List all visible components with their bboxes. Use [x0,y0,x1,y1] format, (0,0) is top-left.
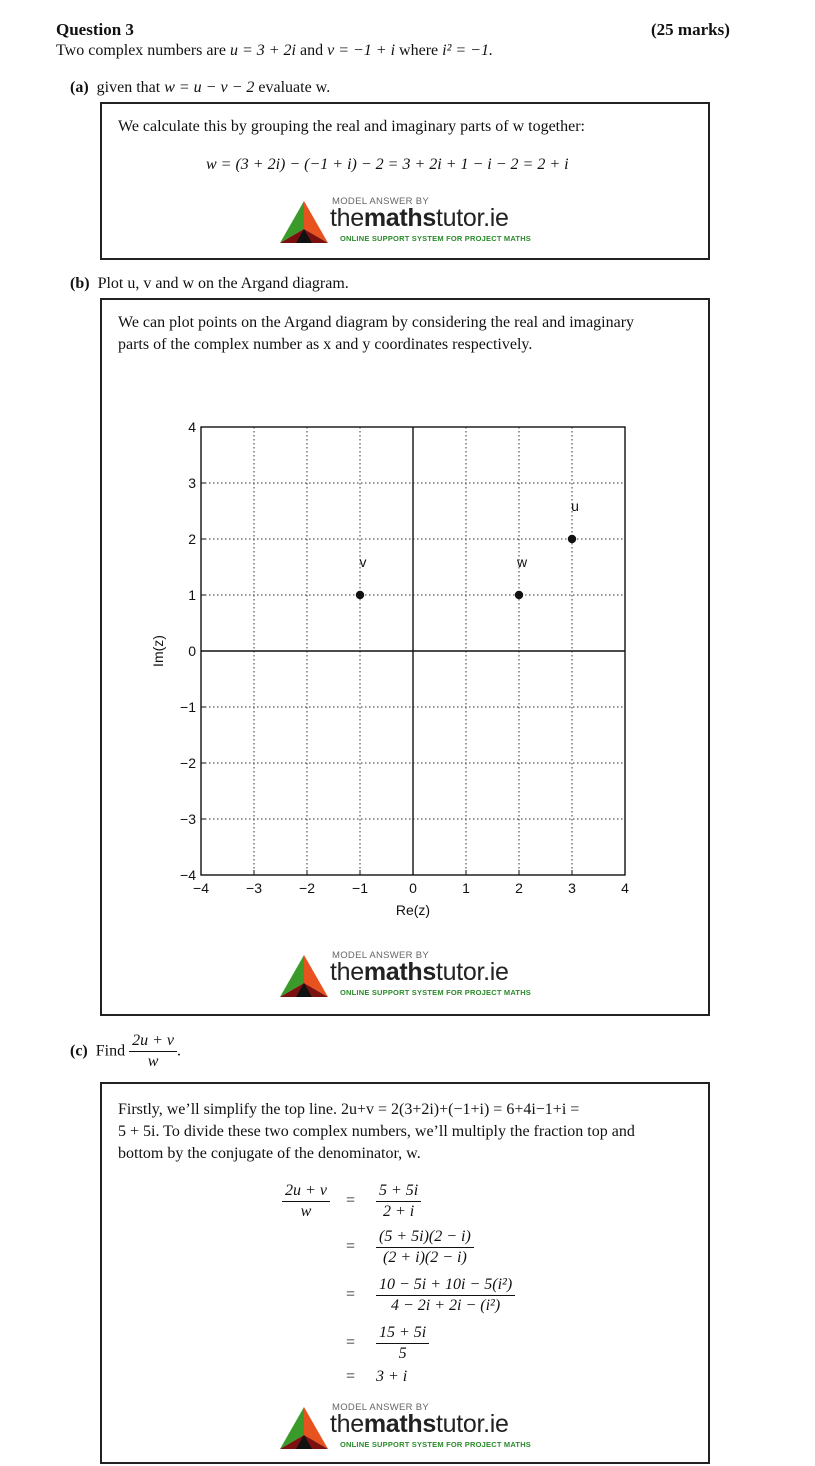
brand-bold: maths [363,1410,436,1438]
part-a-answer-text: We calculate this by grouping the real and imaginary parts of w together: [118,118,585,135]
x-tick-label: −2 [299,880,315,896]
y-axis-label: Im(z) [150,635,166,667]
y-tick-label: −3 [180,811,196,827]
logo-brand [330,1410,509,1439]
step-denominator: (2 + i)(2 − i) [383,1249,467,1266]
brand-bold: maths [363,958,436,986]
and-word: and [295,42,328,59]
part-c-answer-box [100,1082,710,1464]
part-a-prompt-suffix: evaluate w. [254,79,331,96]
step-numerator: 5 + 5i [376,1182,421,1202]
logo-small-text: MODEL ANSWER BY [332,950,430,961]
fraction-numerator: 2u + v [129,1032,177,1052]
y-tick-label: −4 [180,867,196,883]
part-a-answer-eq: w = (3 + 2i) − (−1 + i) − 2 = 3 + 2i + 1 − i − 2 = 2 + i [206,156,569,173]
logo-brand [330,204,509,233]
y-tick-label: 4 [188,419,196,435]
derivation-eq-sign: = [346,1238,356,1255]
logo-c [278,1402,538,1452]
brand-suffix: tutor.ie [436,204,509,232]
fraction-denominator: w [147,1053,159,1070]
derivation-step-4 [376,1324,429,1363]
logo-brand [330,958,509,987]
y-tick-label: 3 [188,475,196,491]
brand-prefix: the [330,958,364,986]
point-w [515,591,523,599]
step-numerator: (5 + 5i)(2 − i) [376,1228,474,1248]
question-intro [56,42,493,60]
y-tick-label: 0 [188,643,196,659]
x-axis-label: Re(z) [395,902,431,918]
logo-small-text: MODEL ANSWER BY [332,1402,430,1413]
part-a-prompt [70,79,330,97]
derivation-step-2 [376,1228,474,1267]
x-tick-label: 4 [621,880,629,896]
point-v [356,591,364,599]
part-b-answer-text-2: parts of the complex number as x and y coordinates respectively. [118,336,533,353]
logo-triangle-icon [278,953,330,999]
derivation-eq-sign: = [346,1368,356,1385]
brand-suffix: tutor.ie [436,1410,509,1438]
part-a-label: (a) [70,79,89,96]
lhs-numerator: 2u + v [282,1182,330,1202]
derivation-eq-sign: = [346,1286,356,1303]
question-marks: (25 marks) [651,20,730,39]
logo-small-text: MODEL ANSWER BY [332,196,430,207]
logo-triangle-icon [278,1405,330,1451]
x-tick-label: 0 [409,880,417,896]
step-numerator: 15 + 5i [376,1324,429,1344]
part-b-answer-box [100,298,710,1016]
point-u [568,535,576,543]
part-a-prompt-prefix: given that [96,79,165,96]
x-tick-label: −4 [193,880,209,896]
y-tick-label: 2 [188,531,196,547]
brand-prefix: the [330,204,364,232]
logo-tagline: ONLINE SUPPORT SYSTEM FOR PROJECT MATHS [340,1440,532,1449]
derivation-step-3 [376,1276,515,1315]
part-c-label: (c) [70,1042,88,1060]
logo-b [278,950,538,1000]
logo-triangle-icon [278,199,330,245]
part-c-prompt-line: (c) Find $\frac{2u + v}{w}$ . [70,1032,182,1070]
intro-prefix: Two complex numbers are [56,42,230,59]
point-label-v: v [359,554,367,570]
x-tick-label: 2 [515,880,523,896]
derivation-step-1 [376,1182,421,1221]
part-b-label: (b) [70,275,90,292]
u-definition: u = 3 + 2i [229,42,296,59]
part-b-prompt-line [70,275,349,293]
point-label-w: w [516,554,528,570]
argand-diagram [102,300,708,1014]
x-tick-label: 3 [568,880,576,896]
derivation-eq-sign: = [346,1192,356,1209]
part-b-prompt: Plot u, v and w on the Argand diagram. [97,275,349,292]
part-c-answer-line-2: 5 + 5i. To divide these two complex numbers, we’ll multiply the fraction top and [118,1123,635,1140]
part-a-prompt-eq: w = u − v − 2 [164,79,255,96]
step-denominator: 2 + i [383,1203,415,1220]
part-a-answer-box [100,102,710,260]
step-denominator: 4 − 2i + 2i − (i²) [391,1297,501,1314]
where-word: where [395,42,443,59]
derivation-eq-sign: = [346,1334,356,1351]
part-c-prompt-prefix: Find [95,1042,126,1060]
brand-bold: maths [363,204,436,232]
y-tick-label: 1 [188,587,196,603]
logo-a [278,196,538,246]
logo-tagline: ONLINE SUPPORT SYSTEM FOR PROJECT MATHS [340,988,532,997]
point-label-u: u [571,498,579,514]
derivation-lhs [282,1182,330,1221]
part-c-answer-line-1: Firstly, we’ll simplify the top line. 2u+v = 2(3+2i)+(−1+i) = 6+4i−1+i = [118,1101,580,1118]
question-title: Question 3 [56,20,134,39]
part-b-answer-text-1: We can plot points on the Argand diagram by considering the real and imaginary [118,314,635,331]
step-numerator: 10 − 5i + 10i − 5(i²) [376,1276,515,1296]
x-tick-label: 1 [462,880,470,896]
part-c-answer-line-3: bottom by the conjugate of the denominator, w. [118,1145,421,1162]
part-c-prompt-fraction [129,1032,177,1071]
x-tick-label: −3 [246,880,262,896]
step-denominator: 5 [398,1345,407,1362]
y-tick-label: −1 [180,699,196,715]
v-definition: v = −1 + i [327,42,396,59]
lhs-denominator: w [300,1203,312,1220]
brand-suffix: tutor.ie [436,958,509,986]
brand-prefix: the [330,1410,364,1438]
derivation-final: 3 + i [376,1368,408,1385]
i-definition: i² = −1. [442,42,493,59]
logo-tagline: ONLINE SUPPORT SYSTEM FOR PROJECT MATHS [340,234,532,243]
x-tick-label: −1 [352,880,368,896]
y-tick-label: −2 [180,755,196,771]
